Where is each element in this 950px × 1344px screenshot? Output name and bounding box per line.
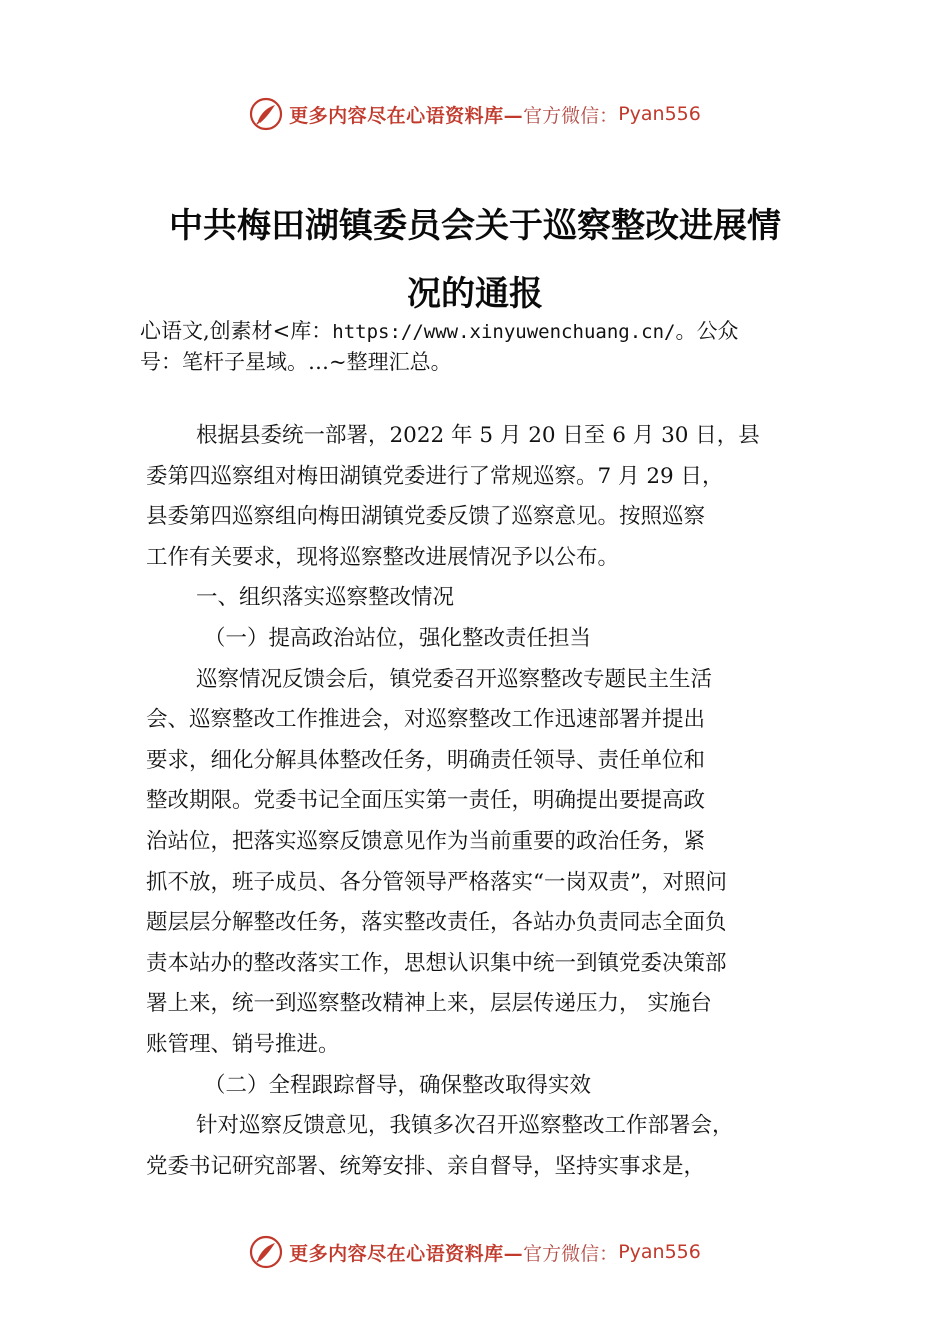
watermark-wechat-id: Pyan556 — [618, 103, 701, 125]
watermark-wechat-id: Pyan556 — [618, 1241, 701, 1263]
watermark-text: 更多内容尽在心语资料库— — [289, 1242, 524, 1265]
source-note-line-1 — [140, 316, 840, 347]
source-prefix: 心语文,创素材<库： — [140, 319, 333, 343]
watermark-wechat-label: 官方微信： — [523, 104, 619, 127]
footer-watermark — [0, 1230, 950, 1274]
watermark-text: 更多内容尽在心语资料库— — [289, 104, 524, 127]
body-line: 巡察情况反馈会后，镇党委召开巡察整改专题民主生活 — [196, 666, 713, 692]
body-line: 账管理、销号推进。 — [146, 1031, 340, 1057]
document-title-line-1: 中共梅田湖镇委员会关于巡察整改进展情 — [169, 206, 781, 246]
body-line: 党委书记研究部署、统筹安排、亲自督导，坚持实事求是， — [146, 1153, 706, 1179]
source-suffix: 。公众 — [675, 319, 739, 343]
body-line: 署上来，统一到巡察整改精神上来，层层传递压力， 实施台 — [146, 991, 712, 1017]
body-line: 委第四巡察组对梅田湖镇党委进行了常规巡察。7 月 29 日， — [146, 463, 724, 489]
document-body — [146, 416, 822, 1187]
section-heading: 一、组织落实巡察整改情况 — [196, 585, 455, 611]
source-url: https://www.xinyuwenchuang.cn/ — [332, 321, 676, 343]
body-line: 治站位，把落实巡察反馈意见作为当前重要的政治任务，紧 — [146, 828, 706, 854]
body-line: 整改期限。党委书记全面压实第一责任，明确提出要提高政 — [146, 788, 706, 814]
body-line: 要求，细化分解具体整改任务，明确责任领导、责任单位和 — [146, 747, 706, 773]
source-note-line-2: 号：笔杆子星域。…~整理汇总。 — [140, 350, 452, 374]
body-line: 工作有关要求，现将巡察整改进展情况予以公布。 — [146, 544, 620, 570]
source-note — [140, 316, 840, 377]
document-title-line-2: 况的通报 — [407, 274, 543, 314]
header-watermark — [0, 92, 950, 136]
body-line: 县委第四巡察组向梅田湖镇党委反馈了巡察意见。按照巡察 — [146, 504, 706, 530]
xinyu-logo-icon — [249, 1235, 283, 1269]
body-line: 抓不放，班子成员、各分管领导严格落实“一岗双责”，对照问 — [146, 869, 727, 895]
subsection-heading: （一）提高政治站位，强化整改责任担当 — [204, 625, 592, 651]
body-line: 责本站办的整改落实工作，思想认识集中统一到镇党委决策部 — [146, 950, 727, 976]
body-line: 针对巡察反馈意见，我镇多次召开巡察整改工作部署会， — [196, 1113, 734, 1139]
body-line: 会、巡察整改工作推进会，对巡察整改工作迅速部署并提出 — [146, 707, 706, 733]
body-line: 根据县委统一部署，2022 年 5 月 20 日至 6 月 30 日，县 — [196, 423, 760, 448]
subsection-heading: （二）全程跟踪督导，确保整改取得实效 — [204, 1072, 592, 1098]
xinyu-logo-icon — [249, 97, 283, 131]
watermark-wechat-label: 官方微信： — [523, 1242, 619, 1265]
body-line: 题层层分解整改任务，落实整改责任，各站办负责同志全面负 — [146, 910, 727, 936]
